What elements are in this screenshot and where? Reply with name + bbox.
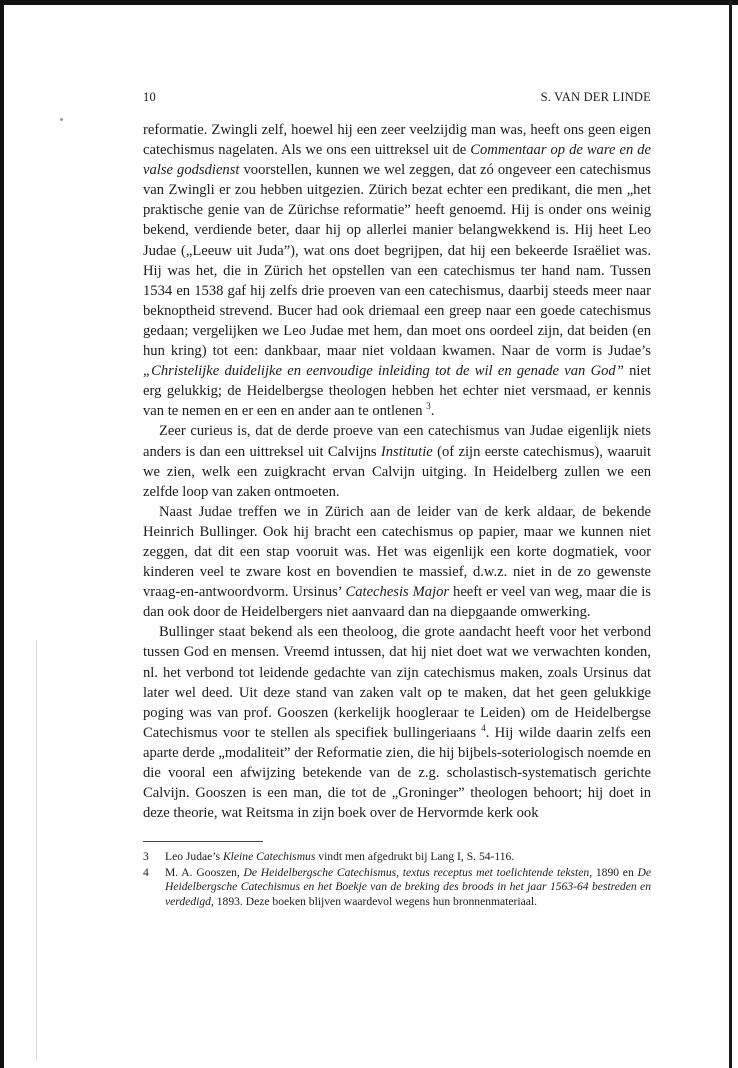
italic-title: De Heidelbergsche Catechismus en het Boekje van de breking des broods in het jaar 1563-64 bestreden en verdedigd, — [165, 865, 652, 909]
paragraph: Zeer curieus is, dat de derde proeve van een catechismus van Judae eigenlijk niets anders is dan een uittreksel uit Calvijns Institutie (of zijn eerste catechismus), waaruit we zien, welk een zuigkracht ervan Calvijn uitging. In Heidelberg zullen we een zelfde loop van zaken ontmoeten. — [143, 423, 651, 500]
footnotes — [143, 850, 651, 909]
footnote-rule — [143, 841, 263, 842]
italic-title: „Christelijke duidelijke en eenvoudige inleiding tot de wil en genade van God” — [143, 363, 624, 380]
italic-title: Commentaar op de ware en de valse godsdienst — [143, 142, 651, 179]
scan-border-left — [0, 0, 4, 1068]
footnote-text: M. A. Gooszen, De Heidelbergsche Catechismus, textus receptus met toelichtende teksten, 1890 en De Heidelbergsche Catechismus en het Boekje van de breking des broods in het jaar 1563-64 bestreden en verdedigd, 1893. Deze boeken blijven waardevol wegens hun bronnenmateriaal. — [165, 865, 652, 909]
scan-border-right — [729, 0, 732, 1068]
italic-title: De Heidelbergsche Catechismus, textus receptus met toelichtende teksten, — [243, 865, 593, 879]
book-page — [143, 90, 651, 911]
paragraph: Bullinger staat bekend als een theoloog, die grote aandacht heeft voor het verbond tussen God en mensen. Vreemd intussen, dat hij niet doet wat we verwachten konden, nl. het verbond tot leidende gedachte van zijn catechismus maken, zoals Ursinus dat later wel deed. Uit deze stand van zaken valt op te maken, dat het geen gelukkige poging was van prof. Gooszen (kerkelijk hoogleraar te Leiden) om de Heidelbergse Catechismus voor te stellen als specifiek bullingeriaans $^4$. Hij wilde daarin zelfs een aparte derde „modaliteit” der Reformatie zien, die hij bijbels-soteriologisch noemde en die vooral een afwijzing betekende van de z.g. scholastisch-systematisch gerichte Calvijn. Gooszen is een man, die tot de „Groninger” theologen behoort; hij doet in deze theorie, wat Reitsma in zijn boek over de Hervormde kerk ook — [143, 624, 651, 822]
footnote — [143, 850, 651, 865]
page-number: 10 — [143, 90, 156, 104]
italic-title: Kleine Catechismus — [222, 850, 316, 864]
footnote-number: 4 — [143, 865, 149, 879]
scan-margin-line — [36, 640, 37, 1060]
paragraph: reformatie. Zwingli zelf, hoewel hij een zeer veelzijdig man was, heeft ons geen eigen catechismus nagelaten. Als we ons een uittreksel uit de Commentaar op de ware en de valse godsdienst voorstellen, kunnen we wel zeggen, dat zó ongeveer een catechismus van Zwingli er zou hebben uitgezien. Zürich bezat echter een predikant, die men „het praktische genie van de Zürichse reformatie” heeft genoemd. Hij is onder ons weinig bekend, verdiende beter, daar hij op allerlei manier belangwekkend is. Hij heet Leo Judae („Leeuw uit Juda”), wat ons doet begrijpen, dat hij een bekeerde Israëliet was. Hij was het, die in Zürich het opstellen van een catechismus ter hand nam. Tussen 1534 en 1538 gaf hij zelfs drie proeven van een catechismus, daarbij steeds meer naar beknoptheid strevend. Bucer had ook driemaal een greep naar een goede catechismus gedaan; vergelijken we Leo Judae met hem, dan moet ons oordeel zijn, dat beiden (en hun kring) tot een: dankbaar, maar niet voldaan kwamen. Naar de vorm is Judae’s „Christelijke duidelijke en eenvoudige inleiding tot de wil en genade van God” niet erg gelukkig; de Heidelbergse theologen hebben het echter niet versmaad, er kennis van te nemen en er een en ander aan te ontlenen $^3$. — [143, 122, 651, 420]
italic-title: Catechesis Major — [345, 584, 450, 601]
scan-border-top — [0, 0, 738, 5]
footnote — [143, 866, 651, 910]
footnote-ref: 4 — [481, 722, 486, 733]
running-head — [143, 90, 651, 108]
paragraph: Naast Judae treffen we in Zürich aan de leider van de kerk aldaar, de bekende Heinrich Bullinger. Ook hij bracht een catechismus op papier, maar we kunnen niet zeggen, dat dit een stap vooruit was. Het was eigenlijk een korte dogmatiek, voor kinderen veel te zware kost en bovendien te massief, d.w.z. niet in de zo gewenste vraag-en-antwoordvorm. Ursinus’ Catechesis Major heeft er veel van weg, maar die is dan ook door de Heidelbergers niet aanvaard dan na diepgaande omwerking. — [143, 503, 651, 621]
scan-speck — [60, 118, 63, 121]
footnote-number: 3 — [143, 850, 149, 864]
footnote-text: Leo Judae’s Kleine Catechismus vindt men afgedrukt bij Lang I, S. 54-116. — [165, 850, 515, 864]
body-text — [143, 120, 651, 823]
footnote-ref: 3 — [426, 401, 431, 412]
running-title: S. VAN DER LINDE — [540, 90, 651, 104]
italic-title: Institutie — [380, 443, 433, 460]
